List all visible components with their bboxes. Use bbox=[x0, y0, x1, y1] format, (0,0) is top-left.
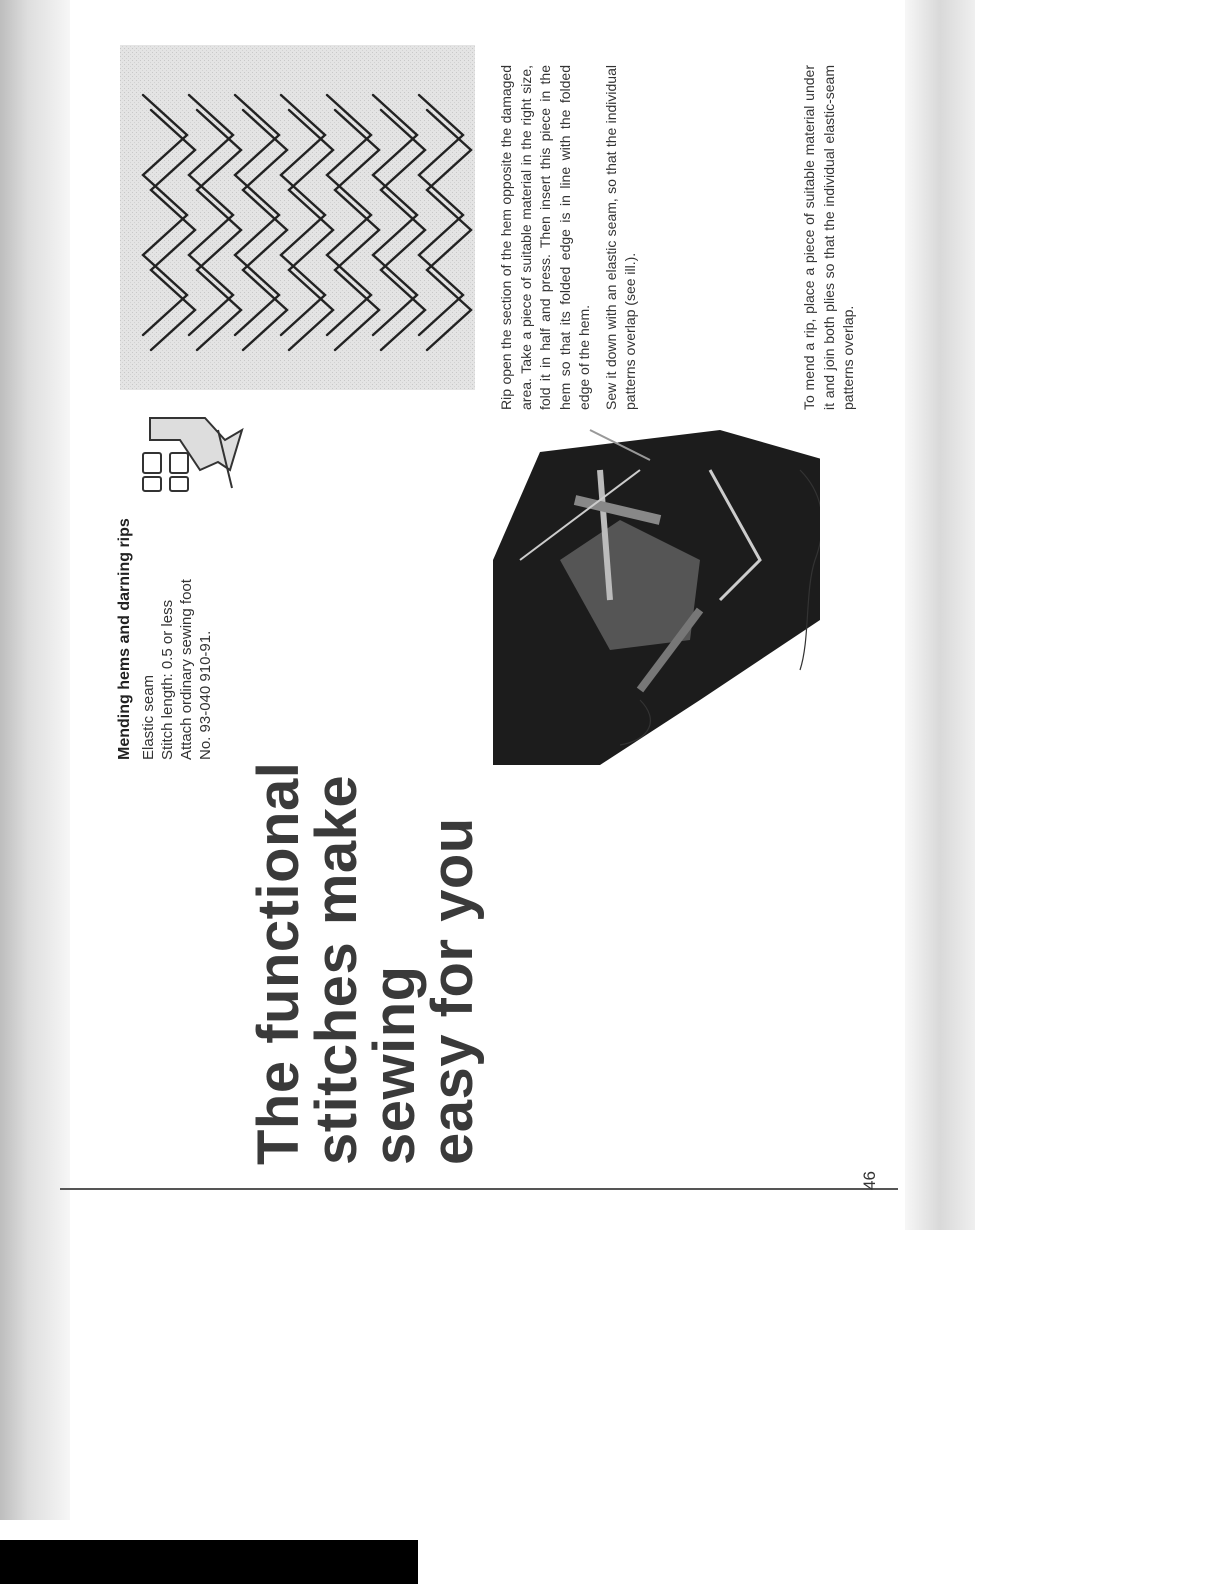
title-line-1: The functional bbox=[246, 761, 311, 1165]
page-title bbox=[246, 565, 485, 1165]
page-number: 46 bbox=[860, 1171, 879, 1190]
section-heading: Mending hems and darning rips bbox=[116, 518, 133, 760]
rotated-page bbox=[65, 55, 915, 1495]
title-line-3: sewing bbox=[362, 965, 427, 1165]
paragraph: Sew it down with an elastic seam, so that the individual patterns overlap (see ill.). bbox=[602, 65, 638, 410]
title-line-2: stitches make bbox=[304, 774, 369, 1165]
spec-line: Elastic seam bbox=[140, 674, 157, 760]
spec-line: Stitch length: 0.5 or less bbox=[159, 599, 176, 760]
title-line-4: easy for you bbox=[420, 817, 485, 1165]
paragraph: To mend a rip, place a piece of suitable material under it and join both plies so that the individual elastic-seam patterns overlap. bbox=[801, 65, 856, 410]
spec-block bbox=[115, 260, 215, 760]
scan-bottom-bar bbox=[0, 1540, 418, 1584]
instructions bbox=[497, 65, 648, 410]
spec-line: No. 93-040 910-91. bbox=[197, 630, 214, 760]
paragraph: Rip open the section of the hem opposite the damaged area. Take a piece of suitable material in the right size, fold it in half and press. Then insert this piece in the hem so that its folded edge is in line with the folded edge of the hem. bbox=[498, 65, 592, 410]
spec-line: Attach ordinary sewing foot bbox=[178, 579, 195, 760]
